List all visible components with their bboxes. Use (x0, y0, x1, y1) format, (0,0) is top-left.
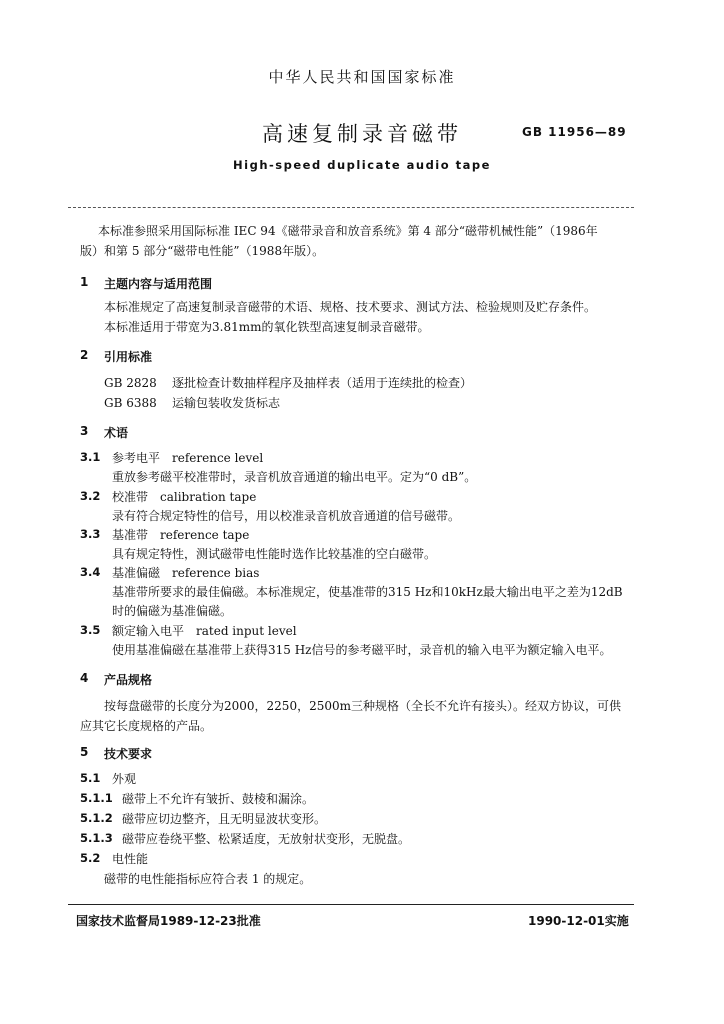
clause-text: 磁带上不允许有皱折、鼓棱和漏涂。 (122, 792, 315, 806)
section-1-number: 1 (80, 275, 89, 289)
section-4-title: 产品规格 (104, 673, 153, 687)
term-number: 3.4 (80, 565, 101, 579)
clause-text: 电性能 (112, 852, 149, 866)
section-4-p1: 按每盘磁带的长度分为2000，2250，2500m三种规格（全长不允许有接头）。经双方协议，可供 (104, 699, 621, 713)
section-1-title: 主题内容与适用范围 (104, 277, 213, 291)
term-definition: 使用基准偏磁在基准带上获得315 Hz信号的参考磁平时，录音机的输入电平为额定输入电平。 (112, 643, 612, 657)
intro-line-2: 版）和第 5 部分“磁带电性能”（1988年版）。 (80, 244, 325, 258)
clause-text: 磁带应切边整齐，且无明显波状变形。 (122, 812, 327, 826)
section-5-title: 技术要求 (104, 747, 153, 761)
clause-number: 5.1 (80, 771, 101, 785)
reference-code: GB 6388 (104, 396, 157, 410)
clause-number: 5.1.2 (80, 811, 113, 825)
header-divider (68, 207, 634, 208)
term-definition: 录有符合规定特性的信号，用以校准录音机放音通道的信号磁带。 (112, 509, 461, 523)
section-3-title: 术语 (104, 426, 129, 440)
section-5-number: 5 (80, 745, 89, 759)
section-3-number: 3 (80, 424, 89, 438)
term-number: 3.5 (80, 623, 101, 637)
term-name: 校准带 calibration tape (112, 490, 257, 504)
intro-line-1: 本标准参照采用国际标准 IEC 94《磁带录音和放音系统》第 4 部分“磁带机械性能”（1986年 (98, 224, 598, 238)
document-title-english: High-speed duplicate audio tape (233, 158, 491, 172)
term-definition: 重放参考磁平校准带时，录音机放音通道的输出电平。定为“0 dB”。 (112, 470, 477, 484)
term-name: 基准带 reference tape (112, 528, 250, 542)
section-2-number: 2 (80, 348, 89, 362)
term-definition: 具有规定特性，测试磁带电性能时选作比较基准的空白磁带。 (112, 547, 437, 561)
section-2-title: 引用标准 (104, 350, 153, 364)
standard-type: 中华人民共和国国家标准 (268, 68, 456, 86)
effective-date: 1990-12-01实施 (528, 914, 629, 928)
reference-text: 运输包装收发货标志 (172, 396, 281, 410)
term-definition-cont: 时的偏磁为基准偏磁。 (112, 604, 233, 618)
clause-text: 外观 (112, 772, 137, 786)
issued-by: 国家技术监督局1989-12-23批准 (76, 914, 261, 928)
section-4-number: 4 (80, 671, 89, 685)
clause-text: 磁带应卷绕平整、松紧适度，无放射状变形，无脱盘。 (122, 832, 411, 846)
term-name: 额定输入电平 rated input level (112, 624, 297, 638)
section-4-p2: 应其它长度规格的产品。 (80, 719, 213, 733)
term-name: 基准偏磁 reference bias (112, 566, 260, 580)
document-title: 高速复制录音磁带 (262, 122, 462, 146)
section-1-p2: 本标准适用于带宽为3.81mm的氧化铁型高速复制录音磁带。 (104, 320, 430, 334)
clause-number: 5.2 (80, 851, 101, 865)
reference-code: GB 2828 (104, 376, 157, 390)
section-1-p1: 本标准规定了高速复制录音磁带的术语、规格、技术要求、测试方法、检验规则及贮存条件。 (104, 300, 597, 314)
section-5-last-paragraph: 磁带的电性能指标应符合表 1 的规定。 (104, 872, 312, 886)
clause-number: 5.1.3 (80, 831, 113, 845)
footer-divider (68, 904, 634, 905)
term-definition: 基准带所要求的最佳偏磁。本标准规定，使基准带的315 Hz和10kHz最大输出电平之差为12dB (112, 585, 623, 599)
term-number: 3.2 (80, 489, 101, 503)
term-name: 参考电平 reference level (112, 451, 264, 465)
term-number: 3.3 (80, 527, 101, 541)
clause-number: 5.1.1 (80, 791, 113, 805)
reference-text: 逐批检查计数抽样程序及抽样表（适用于连续批的检查） (172, 376, 473, 390)
standard-number: GB 11956—89 (522, 125, 627, 139)
term-number: 3.1 (80, 450, 101, 464)
